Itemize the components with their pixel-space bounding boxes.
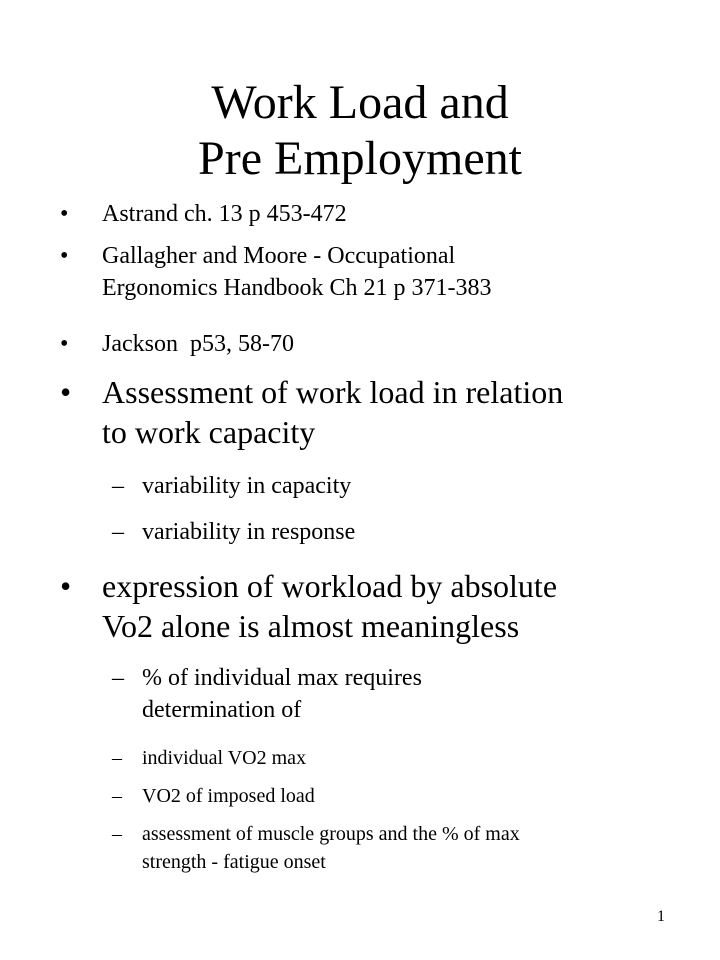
- bullet-text-line: Assessment of work load in relation: [102, 374, 564, 410]
- sub-bullet-text-line: strength - fatigue onset: [142, 851, 326, 873]
- dash-marker: –: [112, 823, 122, 845]
- slide-title: [0, 75, 720, 187]
- bullet-text-line: Gallagher and Moore - Occupational: [102, 243, 456, 269]
- sub-bullet-text: variability in capacity: [142, 473, 352, 499]
- sub-bullet-text-line: % of individual max requires: [142, 665, 422, 691]
- dash-marker: –: [112, 747, 122, 769]
- sub-bullet-text: VO2 of imposed load: [142, 785, 315, 807]
- sub-bullet-text-line: assessment of muscle groups and the % of max: [142, 823, 520, 845]
- dash-marker: –: [112, 519, 124, 545]
- bullet-marker: •: [60, 201, 69, 227]
- bullet-text: [102, 372, 563, 452]
- slide-title-line-2: Pre Employment: [198, 132, 522, 185]
- sub-bullet-text: individual VO2 max: [142, 747, 307, 769]
- sub-bullet-text: [142, 820, 520, 876]
- bullet-text-line: Ergonomics Handbook Ch 21 p 371-383: [102, 275, 492, 301]
- dash-marker: –: [112, 665, 124, 691]
- bullet-text-line: to work capacity: [102, 414, 316, 450]
- bullet-marker: •: [60, 374, 72, 410]
- dash-marker: –: [112, 473, 124, 499]
- sub-bullet-text: [142, 662, 422, 726]
- sub-bullet-text: variability in response: [142, 519, 356, 545]
- bullet-marker: •: [60, 331, 69, 357]
- bullet-text-line: expression of workload by absolute: [102, 568, 558, 604]
- bullet-text: Jackson p53, 58-70: [102, 331, 294, 357]
- page-number: 1: [657, 908, 665, 925]
- bullet-text: Astrand ch. 13 p 453-472: [102, 201, 347, 227]
- bullet-text-line: Vo2 alone is almost meaningless: [102, 608, 520, 644]
- bullet-marker: •: [60, 243, 69, 269]
- slide-title-line-1: Work Load and: [211, 76, 509, 129]
- dash-marker: –: [112, 785, 122, 807]
- sub-bullet-text-line: determination of: [142, 697, 302, 723]
- bullet-text: [102, 240, 492, 304]
- bullet-marker: •: [60, 568, 72, 604]
- bullet-text: [102, 566, 557, 646]
